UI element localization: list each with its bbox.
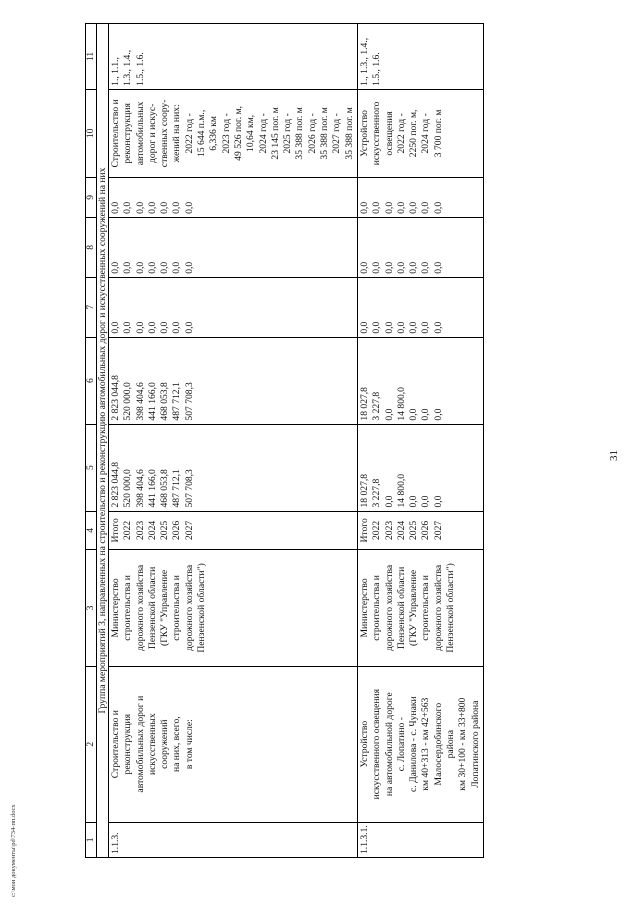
extra-budget-line: 0,0 <box>358 201 370 214</box>
regional-budget-line: 468 053,8 <box>159 382 171 421</box>
executor-line: Пензенской области <box>395 566 407 650</box>
total-funding-line: 398 404,6 <box>134 469 146 508</box>
local-budget-line: 0,0 <box>395 261 407 274</box>
goal-link-cell <box>357 24 483 90</box>
regional-budget-line: 487 712,1 <box>171 382 183 421</box>
event-name-line: км 30+100 - км 33+800 <box>457 697 469 791</box>
year-line: 2022 <box>122 520 134 540</box>
year-line: 2025 <box>408 520 420 540</box>
year-cell <box>357 511 483 550</box>
indicator-line: 35 388 пог. м <box>343 107 355 160</box>
table-row <box>109 24 358 858</box>
regional-budget-line: 520 000,0 <box>122 382 134 421</box>
extra-budget-line: 0,0 <box>432 201 444 214</box>
executor-line: (ГКУ "Управление <box>159 569 171 646</box>
col-num-4: 4 <box>86 511 97 550</box>
indicator-line: 23 145 пог. м <box>269 107 281 160</box>
extra-budget-cell <box>357 177 483 217</box>
col-num-9: 9 <box>86 177 97 217</box>
total-funding-line: 18 027,8 <box>358 473 370 508</box>
federal-budget-line: 0,0 <box>395 321 407 334</box>
row-number-cell: 1.1.3. <box>109 822 358 857</box>
regional-budget-line: 0,0 <box>408 408 420 421</box>
indicator-line: 2024 год - <box>257 113 269 154</box>
executor-line: Министерство <box>358 578 370 638</box>
year-line: 2027 <box>183 520 195 540</box>
federal-budget-line: 0,0 <box>110 321 121 334</box>
executor-cell <box>109 550 358 666</box>
indicator-line: 2022 год - <box>183 113 195 154</box>
extra-budget-cell <box>109 177 358 217</box>
local-budget-line: 0,0 <box>122 261 134 274</box>
goal-link-line: 1., 1.1., <box>110 57 121 86</box>
extra-budget-line: 0,0 <box>122 201 134 214</box>
program-table <box>85 23 484 858</box>
year-line: 2025 <box>159 520 171 540</box>
year-line: 2026 <box>420 520 432 540</box>
extra-budget-line: 0,0 <box>134 201 146 214</box>
total-funding-cell <box>357 424 483 511</box>
total-funding-line: 3 227,8 <box>371 478 383 508</box>
extra-budget-line: 0,0 <box>420 201 432 214</box>
event-name-cell <box>109 666 358 822</box>
total-funding-line: 0,0 <box>432 495 444 508</box>
column-number-row <box>86 24 97 858</box>
executor-line: строительства и <box>171 575 183 641</box>
indicator-line: 35 388 пог. м <box>294 107 306 160</box>
year-line: 2024 <box>395 520 407 540</box>
executor-line: дорожного хозяйства <box>383 564 395 651</box>
total-funding-cell <box>109 424 358 511</box>
indicator-line: 10,64 км, <box>245 114 257 152</box>
event-name-line: в том числе: <box>183 719 195 770</box>
year-line: 2024 <box>146 520 158 540</box>
indicator-line: 2022 год - <box>395 113 407 154</box>
indicator-line: ственных соору- <box>159 99 171 168</box>
regional-budget-line: 507 708,3 <box>183 382 195 421</box>
local-budget-line: 0,0 <box>383 261 395 274</box>
local-budget-line: 0,0 <box>171 261 183 274</box>
executor-line: дорожного хозяйства <box>183 564 195 651</box>
total-funding-line: 468 053,8 <box>159 469 171 508</box>
col-num-11: 11 <box>86 24 97 90</box>
federal-budget-line: 0,0 <box>371 321 383 334</box>
col-num-1: 1 <box>86 822 97 857</box>
event-name-line: с. Данилова - с. Чунаки <box>408 696 420 792</box>
col-num-6: 6 <box>86 337 97 424</box>
federal-budget-line: 0,0 <box>420 321 432 334</box>
group-title: Группа мероприятий 3, направленных на строительство и реконструкцию автомобильных дорог и искусственных сооружений на них <box>97 24 109 858</box>
indicator-line: 2026 год - <box>306 113 318 154</box>
indicator-line: 15 644 п.м., <box>196 109 208 157</box>
executor-line: строительства и <box>420 575 432 641</box>
regional-budget-line: 18 027,8 <box>358 387 370 421</box>
executor-line: дорожного хозяйства <box>432 564 444 651</box>
indicator-line: искусственного <box>371 101 383 166</box>
event-name-line: Строительство и <box>110 710 121 779</box>
event-name-line: искусственного освещения <box>371 688 383 800</box>
event-name-line: искусственных <box>146 713 158 775</box>
indicator-cell <box>357 89 483 177</box>
executor-line: строительства и <box>371 575 383 641</box>
executor-line: (ГКУ "Управление <box>408 569 420 646</box>
extra-budget-line: 0,0 <box>110 201 121 214</box>
total-funding-line: 0,0 <box>420 495 432 508</box>
local-budget-line: 0,0 <box>159 261 171 274</box>
regional-budget-cell <box>109 337 358 424</box>
footer-path: c:\мои документы\рd\734-пп.docx <box>10 804 17 897</box>
table-row <box>357 24 483 858</box>
extra-budget-line: 0,0 <box>371 201 383 214</box>
event-name-line: на них, всего, <box>171 716 183 772</box>
indicator-line: 49 526 пог. м, <box>232 105 244 161</box>
executor-cell <box>357 550 483 666</box>
federal-budget-line: 0,0 <box>171 321 183 334</box>
regional-budget-line: 3 227,8 <box>371 391 383 421</box>
col-num-10: 10 <box>86 89 97 177</box>
executor-line: Пензенской области") <box>445 563 457 653</box>
indicator-line: дорог и искус- <box>146 103 158 164</box>
executor-line: дорожного хозяйства <box>134 564 146 651</box>
extra-budget-line: 0,0 <box>146 201 158 214</box>
event-name-line: автомобильных дорог и <box>134 695 146 793</box>
col-num-8: 8 <box>86 217 97 277</box>
extra-budget-line: 0,0 <box>408 201 420 214</box>
regional-budget-line: 0,0 <box>420 408 432 421</box>
extra-budget-line: 0,0 <box>171 201 183 214</box>
federal-budget-line: 0,0 <box>432 321 444 334</box>
col-num-3: 3 <box>86 550 97 666</box>
indicator-line: 2025 год - <box>282 113 294 154</box>
regional-budget-line: 2 823 044,8 <box>110 375 121 421</box>
regional-budget-line: 14 800,0 <box>395 387 407 421</box>
event-name-line: района <box>445 729 457 759</box>
federal-budget-line: 0,0 <box>383 321 395 334</box>
indicator-line: Строительство и <box>110 99 121 168</box>
regional-budget-line: 0,0 <box>432 408 444 421</box>
indicator-line: 2027 год - <box>331 113 343 154</box>
total-funding-line: 520 000,0 <box>122 469 134 508</box>
federal-budget-line: 0,0 <box>159 321 171 334</box>
goal-link-line: 1., 1.3., 1.4., <box>358 37 370 86</box>
event-name-line: км 40+313 - км 42+563 <box>420 697 432 791</box>
local-budget-line: 0,0 <box>408 261 420 274</box>
total-funding-line: 0,0 <box>383 495 395 508</box>
extra-budget-line: 0,0 <box>383 201 395 214</box>
col-num-2: 2 <box>86 666 97 822</box>
local-budget-line: 0,0 <box>371 261 383 274</box>
regional-budget-line: 0,0 <box>383 408 395 421</box>
col-num-7: 7 <box>86 277 97 337</box>
local-budget-cell <box>357 217 483 277</box>
indicator-cell <box>109 89 358 177</box>
executor-line: строительства и <box>122 575 134 641</box>
local-budget-cell <box>109 217 358 277</box>
goal-link-cell <box>109 24 358 90</box>
event-name-line: сооружений <box>159 719 171 769</box>
page-number: 31 <box>608 450 620 461</box>
local-budget-line: 0,0 <box>432 261 444 274</box>
extra-budget-line: 0,0 <box>159 201 171 214</box>
indicator-line: 2250 пог. м, <box>408 109 420 158</box>
regional-budget-line: 441 166,0 <box>146 382 158 421</box>
row-number-cell: 1.1.3.1. <box>357 822 483 857</box>
event-name-line: на автомобильной дороге <box>383 692 395 797</box>
local-budget-line: 0,0 <box>110 261 121 274</box>
event-name-cell <box>357 666 483 822</box>
extra-budget-line: 0,0 <box>183 201 195 214</box>
indicator-line: 2024 год - <box>420 113 432 154</box>
year-line: 2026 <box>171 520 183 540</box>
year-line: Итого <box>358 518 370 543</box>
group-title-row <box>97 24 109 858</box>
local-budget-line: 0,0 <box>420 261 432 274</box>
goal-link-line: 1.5., 1.6. <box>134 52 146 86</box>
event-name-line: реконструкция <box>122 713 134 775</box>
event-name-line: Лопатинского района <box>469 700 481 788</box>
local-budget-line: 0,0 <box>183 261 195 274</box>
year-line: Итого <box>110 518 121 543</box>
federal-budget-cell <box>357 277 483 337</box>
federal-budget-line: 0,0 <box>358 321 370 334</box>
total-funding-line: 0,0 <box>408 495 420 508</box>
federal-budget-line: 0,0 <box>183 321 195 334</box>
indicator-line: 35 388 пог. м <box>319 107 331 160</box>
event-name-line: Малосердобинского <box>432 702 444 786</box>
executor-line: Пензенской области <box>146 566 158 650</box>
federal-budget-line: 0,0 <box>134 321 146 334</box>
total-funding-line: 2 823 044,8 <box>110 461 121 508</box>
year-line: 2027 <box>432 520 444 540</box>
year-line: 2023 <box>134 520 146 540</box>
regional-budget-cell <box>357 337 483 424</box>
total-funding-line: 487 712,1 <box>171 469 183 508</box>
regional-budget-line: 398 404,6 <box>134 382 146 421</box>
local-budget-line: 0,0 <box>358 261 370 274</box>
total-funding-line: 507 708,3 <box>183 469 195 508</box>
indicator-line: Устройство <box>358 110 370 157</box>
indicator-line: освещения <box>383 111 395 156</box>
executor-line: Пензенской области") <box>196 563 208 653</box>
extra-budget-line: 0,0 <box>395 201 407 214</box>
local-budget-line: 0,0 <box>134 261 146 274</box>
local-budget-line: 0,0 <box>146 261 158 274</box>
indicator-line: жений на них: <box>171 104 183 163</box>
executor-line: Министерство <box>110 578 121 638</box>
event-name-line: Устройство <box>358 720 370 768</box>
indicator-line: 2023 год - <box>220 113 232 154</box>
federal-budget-line: 0,0 <box>122 321 134 334</box>
year-line: 2023 <box>383 520 395 540</box>
goal-link-line: 1.5., 1.6. <box>371 52 383 86</box>
indicator-line: 6,336 км <box>208 116 220 151</box>
federal-budget-line: 0,0 <box>408 321 420 334</box>
indicator-line: реконструкция <box>122 103 134 164</box>
total-funding-line: 14 800,0 <box>395 473 407 508</box>
event-name-line: с. Лопатино - <box>395 717 407 772</box>
year-cell <box>109 511 358 550</box>
indicator-line: 3 700 пог. м <box>432 109 444 158</box>
indicator-line: автомобильных <box>134 101 146 166</box>
total-funding-line: 441 166,0 <box>146 469 158 508</box>
year-line: 2022 <box>371 520 383 540</box>
col-num-5: 5 <box>86 424 97 511</box>
federal-budget-line: 0,0 <box>146 321 158 334</box>
goal-link-line: 1.3., 1.4., <box>122 49 134 86</box>
federal-budget-cell <box>109 277 358 337</box>
